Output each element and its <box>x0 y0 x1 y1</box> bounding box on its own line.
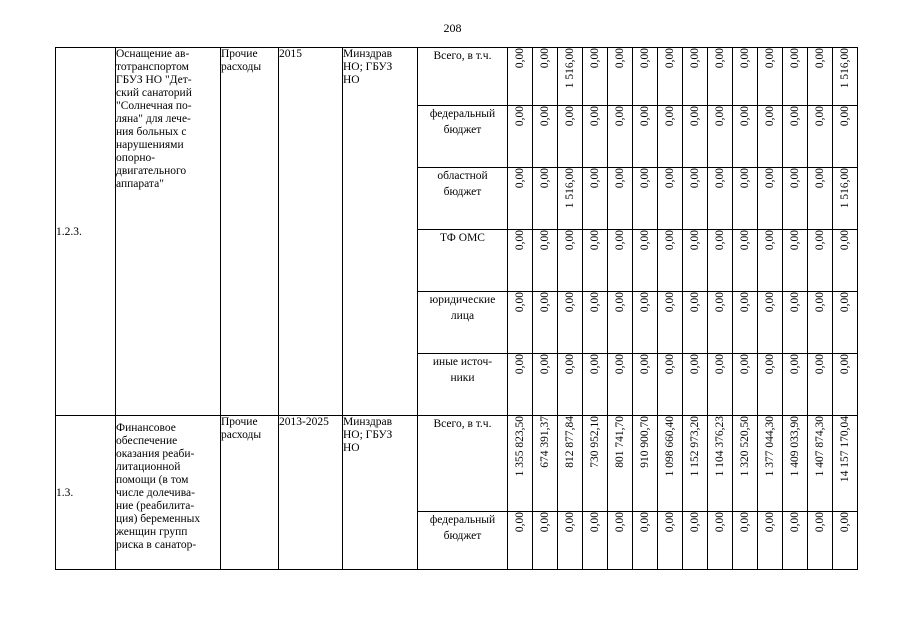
value-cell <box>683 416 708 512</box>
value-cell <box>633 416 658 512</box>
value-text: 0,00 <box>639 354 651 375</box>
value-text: 0,00 <box>739 292 751 313</box>
value-cell <box>533 168 558 230</box>
value-text: 0,00 <box>814 106 826 127</box>
value-text: 0,00 <box>764 354 776 375</box>
value-text: 0,00 <box>639 48 651 69</box>
item-code: 1.3. <box>56 416 116 570</box>
value-cell <box>608 512 633 570</box>
value-text: 0,00 <box>689 354 701 375</box>
value-cell <box>733 416 758 512</box>
value-cell <box>808 292 833 354</box>
value-text: 0,00 <box>664 292 676 313</box>
value-text: 0,00 <box>514 168 526 189</box>
value-cell <box>758 354 783 416</box>
value-cell <box>708 168 733 230</box>
value-cell <box>783 106 808 168</box>
value-text: 0,00 <box>714 512 726 533</box>
value-cell <box>708 416 733 512</box>
value-text: 1 516,00 <box>839 48 851 89</box>
value-text: 0,00 <box>814 292 826 313</box>
value-text: 0,00 <box>739 168 751 189</box>
value-text: 0,00 <box>739 106 751 127</box>
value-cell <box>708 106 733 168</box>
value-cell <box>783 512 808 570</box>
executor: Минздрав НО; ГБУЗ НО <box>343 416 418 570</box>
value-cell <box>608 48 633 106</box>
item-description: Финансовое обеспечение оказания реаби- литационной помощи (в том числе долечива- ние (реабилита- ция) беременных женщин групп риска в санатор- <box>116 416 221 570</box>
value-text: 812 877,84 <box>564 416 576 468</box>
value-cell <box>508 106 533 168</box>
value-text: 0,00 <box>789 512 801 533</box>
value-text: 1 516,00 <box>564 168 576 209</box>
value-cell <box>558 416 583 512</box>
value-cell <box>583 106 608 168</box>
value-cell <box>533 354 558 416</box>
value-text: 0,00 <box>689 48 701 69</box>
value-cell <box>608 292 633 354</box>
value-cell <box>533 230 558 292</box>
value-text: 0,00 <box>714 292 726 313</box>
value-cell <box>633 354 658 416</box>
value-cell <box>683 48 708 106</box>
value-cell <box>708 48 733 106</box>
value-cell <box>658 292 683 354</box>
budget-table <box>55 47 858 570</box>
value-cell <box>583 230 608 292</box>
value-text: 0,00 <box>764 230 776 251</box>
value-cell <box>558 230 583 292</box>
funding-source: Всего, в т.ч. <box>418 416 508 512</box>
funding-source: областной бюджет <box>418 168 508 230</box>
value-cell <box>558 106 583 168</box>
value-text: 1 152 973,20 <box>689 416 701 477</box>
value-text: 0,00 <box>814 354 826 375</box>
value-text: 0,00 <box>514 230 526 251</box>
value-text: 0,00 <box>664 512 676 533</box>
value-text: 0,00 <box>614 292 626 313</box>
value-text: 0,00 <box>514 512 526 533</box>
value-cell <box>758 230 783 292</box>
value-cell <box>833 106 858 168</box>
value-text: 0,00 <box>514 48 526 69</box>
value-text: 0,00 <box>689 512 701 533</box>
value-cell <box>533 106 558 168</box>
executor: Минздрав НО; ГБУЗ НО <box>343 48 418 416</box>
value-text: 0,00 <box>839 230 851 251</box>
value-text: 0,00 <box>689 168 701 189</box>
value-cell <box>633 512 658 570</box>
value-text: 0,00 <box>539 48 551 69</box>
value-text: 0,00 <box>714 354 726 375</box>
value-text: 0,00 <box>639 230 651 251</box>
value-cell <box>658 48 683 106</box>
value-text: 0,00 <box>789 230 801 251</box>
value-cell <box>533 416 558 512</box>
value-cell <box>808 168 833 230</box>
value-cell <box>633 292 658 354</box>
value-cell <box>608 106 633 168</box>
table-row <box>56 48 858 106</box>
period: 2013-2025 <box>279 416 343 570</box>
value-cell <box>708 512 733 570</box>
value-cell <box>833 292 858 354</box>
value-text: 0,00 <box>589 48 601 69</box>
value-cell <box>658 354 683 416</box>
value-text: 0,00 <box>589 106 601 127</box>
value-text: 1 320 520,50 <box>739 416 751 477</box>
value-cell <box>558 48 583 106</box>
value-cell <box>833 512 858 570</box>
value-text: 0,00 <box>839 292 851 313</box>
value-cell <box>783 168 808 230</box>
value-text: 0,00 <box>789 168 801 189</box>
value-text: 0,00 <box>739 48 751 69</box>
budget-table-body <box>56 48 858 570</box>
value-text: 0,00 <box>814 512 826 533</box>
expense-type: Прочие расходы <box>221 48 279 416</box>
value-text: 0,00 <box>789 106 801 127</box>
value-cell <box>558 292 583 354</box>
value-text: 0,00 <box>614 168 626 189</box>
value-text: 0,00 <box>639 292 651 313</box>
value-text: 1 377 044,30 <box>764 416 776 477</box>
value-cell <box>633 106 658 168</box>
value-text: 0,00 <box>689 230 701 251</box>
value-cell <box>583 168 608 230</box>
value-cell <box>608 354 633 416</box>
item-code: 1.2.3. <box>56 48 116 416</box>
value-cell <box>658 416 683 512</box>
value-cell <box>633 168 658 230</box>
value-cell <box>783 230 808 292</box>
value-cell <box>658 512 683 570</box>
value-cell <box>683 106 708 168</box>
value-cell <box>783 292 808 354</box>
value-cell <box>683 512 708 570</box>
value-text: 0,00 <box>714 168 726 189</box>
value-text: 0,00 <box>639 106 651 127</box>
value-text: 0,00 <box>689 106 701 127</box>
table-row <box>56 416 858 512</box>
value-text: 0,00 <box>539 354 551 375</box>
value-text: 0,00 <box>664 168 676 189</box>
value-text: 0,00 <box>614 512 626 533</box>
value-text: 0,00 <box>789 354 801 375</box>
value-text: 1 407 874,30 <box>814 416 826 477</box>
value-cell <box>708 354 733 416</box>
value-text: 1 516,00 <box>564 48 576 89</box>
value-text: 0,00 <box>539 168 551 189</box>
value-cell <box>758 48 783 106</box>
value-text: 0,00 <box>614 230 626 251</box>
value-text: 0,00 <box>514 292 526 313</box>
period: 2015 <box>279 48 343 416</box>
value-cell <box>733 168 758 230</box>
funding-source: федеральный бюджет <box>418 106 508 168</box>
value-cell <box>508 512 533 570</box>
value-text: 0,00 <box>714 106 726 127</box>
value-cell <box>608 168 633 230</box>
value-cell <box>508 354 533 416</box>
value-text: 0,00 <box>589 292 601 313</box>
value-cell <box>833 230 858 292</box>
value-cell <box>808 48 833 106</box>
value-cell <box>583 292 608 354</box>
value-text: 0,00 <box>589 168 601 189</box>
value-cell <box>508 48 533 106</box>
value-text: 0,00 <box>564 512 576 533</box>
value-cell <box>583 354 608 416</box>
value-cell <box>833 354 858 416</box>
value-cell <box>733 106 758 168</box>
value-cell <box>783 354 808 416</box>
value-text: 0,00 <box>539 512 551 533</box>
expense-type: Прочие расходы <box>221 416 279 570</box>
value-cell <box>833 168 858 230</box>
value-text: 0,00 <box>764 48 776 69</box>
value-text: 0,00 <box>764 512 776 533</box>
value-cell <box>733 230 758 292</box>
value-text: 0,00 <box>514 106 526 127</box>
value-cell <box>633 48 658 106</box>
value-cell <box>733 354 758 416</box>
value-text: 0,00 <box>839 106 851 127</box>
funding-source: Всего, в т.ч. <box>418 48 508 106</box>
value-text: 0,00 <box>539 292 551 313</box>
value-cell <box>583 512 608 570</box>
value-text: 0,00 <box>739 354 751 375</box>
value-text: 0,00 <box>764 106 776 127</box>
value-text: 0,00 <box>614 106 626 127</box>
value-cell <box>733 48 758 106</box>
value-cell <box>558 168 583 230</box>
value-cell <box>783 416 808 512</box>
funding-source: ТФ ОМС <box>418 230 508 292</box>
value-text: 0,00 <box>539 230 551 251</box>
value-text: 0,00 <box>564 354 576 375</box>
page-number: 208 <box>443 21 462 35</box>
value-cell <box>533 292 558 354</box>
value-cell <box>758 292 783 354</box>
value-text: 910 900,70 <box>639 416 651 468</box>
value-text: 1 516,00 <box>839 168 851 209</box>
value-cell <box>683 354 708 416</box>
value-text: 0,00 <box>539 106 551 127</box>
value-text: 0,00 <box>664 106 676 127</box>
value-cell <box>533 512 558 570</box>
value-text: 0,00 <box>739 512 751 533</box>
item-description: Оснащение ав- тотранспортом ГБУЗ НО "Дет- ский санаторий "Солнечная по- ляна" для лече- ния больных с нарушениями опорно- двигательного аппарата" <box>116 48 221 416</box>
value-cell <box>608 416 633 512</box>
value-cell <box>833 416 858 512</box>
value-cell <box>508 416 533 512</box>
value-text: 0,00 <box>614 354 626 375</box>
value-text: 1 409 033,90 <box>789 416 801 477</box>
value-cell <box>683 230 708 292</box>
value-cell <box>808 354 833 416</box>
value-text: 0,00 <box>814 168 826 189</box>
value-text: 0,00 <box>639 512 651 533</box>
value-text: 674 391,37 <box>539 416 551 468</box>
value-text: 801 741,70 <box>614 416 626 468</box>
value-cell <box>758 168 783 230</box>
value-cell <box>608 230 633 292</box>
value-cell <box>808 512 833 570</box>
value-text: 1 104 376,23 <box>714 416 726 477</box>
value-cell <box>708 292 733 354</box>
funding-source: иные источ- ники <box>418 354 508 416</box>
value-cell <box>808 230 833 292</box>
value-cell <box>683 292 708 354</box>
value-text: 0,00 <box>514 354 526 375</box>
funding-source: федеральный бюджет <box>418 512 508 570</box>
value-cell <box>583 48 608 106</box>
value-cell <box>808 416 833 512</box>
value-text: 0,00 <box>589 512 601 533</box>
value-cell <box>658 168 683 230</box>
value-cell <box>783 48 808 106</box>
value-cell <box>808 106 833 168</box>
value-cell <box>633 230 658 292</box>
value-cell <box>558 354 583 416</box>
value-cell <box>708 230 733 292</box>
value-text: 0,00 <box>839 512 851 533</box>
value-cell <box>508 292 533 354</box>
value-text: 0,00 <box>564 106 576 127</box>
value-cell <box>558 512 583 570</box>
value-cell <box>833 48 858 106</box>
value-text: 0,00 <box>764 292 776 313</box>
value-text: 0,00 <box>714 230 726 251</box>
value-text: 0,00 <box>689 292 701 313</box>
value-text: 0,00 <box>839 354 851 375</box>
funding-source: юридические лица <box>418 292 508 354</box>
value-text: 0,00 <box>614 48 626 69</box>
value-text: 1 098 660,40 <box>664 416 676 477</box>
value-text: 0,00 <box>589 354 601 375</box>
value-cell <box>508 230 533 292</box>
value-text: 0,00 <box>664 230 676 251</box>
value-text: 0,00 <box>564 230 576 251</box>
value-cell <box>533 48 558 106</box>
value-cell <box>758 416 783 512</box>
value-cell <box>508 168 533 230</box>
value-text: 1 355 823,50 <box>514 416 526 477</box>
value-text: 0,00 <box>664 354 676 375</box>
value-text: 0,00 <box>664 48 676 69</box>
value-text: 0,00 <box>789 292 801 313</box>
value-text: 0,00 <box>789 48 801 69</box>
value-text: 0,00 <box>814 48 826 69</box>
value-text: 0,00 <box>714 48 726 69</box>
value-text: 0,00 <box>739 230 751 251</box>
value-cell <box>583 416 608 512</box>
value-cell <box>758 106 783 168</box>
value-cell <box>758 512 783 570</box>
value-text: 730 952,10 <box>589 416 601 468</box>
value-cell <box>733 512 758 570</box>
value-text: 0,00 <box>814 230 826 251</box>
value-cell <box>733 292 758 354</box>
value-cell <box>658 230 683 292</box>
value-cell <box>683 168 708 230</box>
value-text: 0,00 <box>639 168 651 189</box>
value-text: 0,00 <box>764 168 776 189</box>
value-text: 14 157 170,04 <box>839 416 851 483</box>
value-text: 0,00 <box>564 292 576 313</box>
value-text: 0,00 <box>589 230 601 251</box>
value-cell <box>658 106 683 168</box>
